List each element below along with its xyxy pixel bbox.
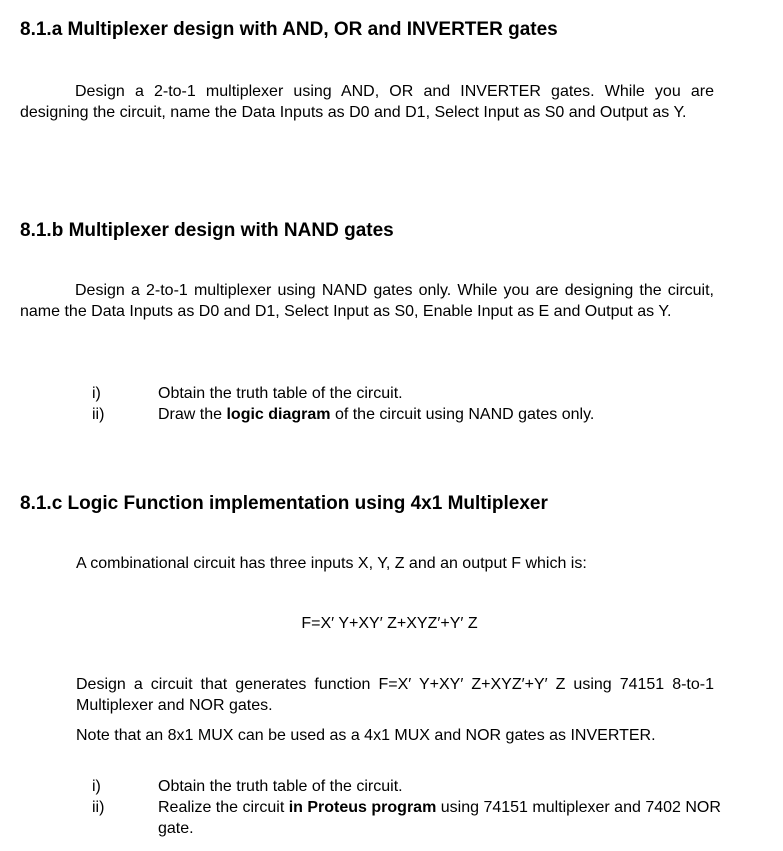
section-a-paragraph: Design a 2-to-1 multiplexer using AND, OR and INVERTER gates. While you are designing the circuit, name the Data Inputs as D0 and D1, Select Input as S0 and Output as Y. bbox=[20, 83, 714, 121]
list-item-text: Realize the circuit in Proteus program using 74151 multiplexer and 7402 NOR gate. bbox=[158, 799, 721, 837]
section-b-list bbox=[92, 383, 722, 425]
list-item-text: Obtain the truth table of the circuit. bbox=[158, 778, 403, 795]
list-item bbox=[92, 383, 722, 404]
list-item bbox=[92, 776, 722, 797]
emphasis-logic-diagram: logic diagram bbox=[226, 406, 331, 423]
list-item-number: ii) bbox=[92, 406, 105, 423]
section-c-note: Note that an 8x1 MUX can be used as a 4x1 MUX and NOR gates as INVERTER. bbox=[76, 727, 656, 744]
list-item-text: Obtain the truth table of the circuit. bbox=[158, 385, 403, 402]
section-b-heading: 8.1.b Multiplexer design with NAND gates bbox=[20, 220, 394, 241]
section-c-heading: 8.1.c Logic Function implementation using 4x1 Multiplexer bbox=[20, 493, 548, 514]
section-a-heading: 8.1.a Multiplexer design with AND, OR and INVERTER gates bbox=[20, 19, 558, 40]
list-item-number: i) bbox=[92, 778, 101, 795]
list-item-number: i) bbox=[92, 385, 101, 402]
section-b-paragraph: Design a 2-to-1 multiplexer using NAND gates only. While you are designing the circuit, name the Data Inputs as D0 and D1, Select Input as S0, Enable Input as E and Output as Y. bbox=[20, 282, 714, 320]
section-c-design-text: Design a circuit that generates function F=X′ Y+XY′ Z+XYZ′+Y′ Z using 74151 8-to-1 Multiplexer and NOR gates. bbox=[76, 676, 714, 714]
section-c-list bbox=[92, 776, 722, 839]
section-c-intro: A combinational circuit has three inputs X, Y, Z and an output F which is: bbox=[76, 555, 587, 572]
list-item bbox=[92, 797, 722, 839]
emphasis-proteus: in Proteus program bbox=[288, 799, 437, 816]
list-item-number: ii) bbox=[92, 799, 105, 816]
function-formula: F=X′ Y+XY′ Z+XYZ′+Y′ Z bbox=[301, 615, 478, 632]
list-item-text: Draw the logic diagram of the circuit using NAND gates only. bbox=[158, 406, 595, 423]
list-item bbox=[92, 404, 722, 425]
